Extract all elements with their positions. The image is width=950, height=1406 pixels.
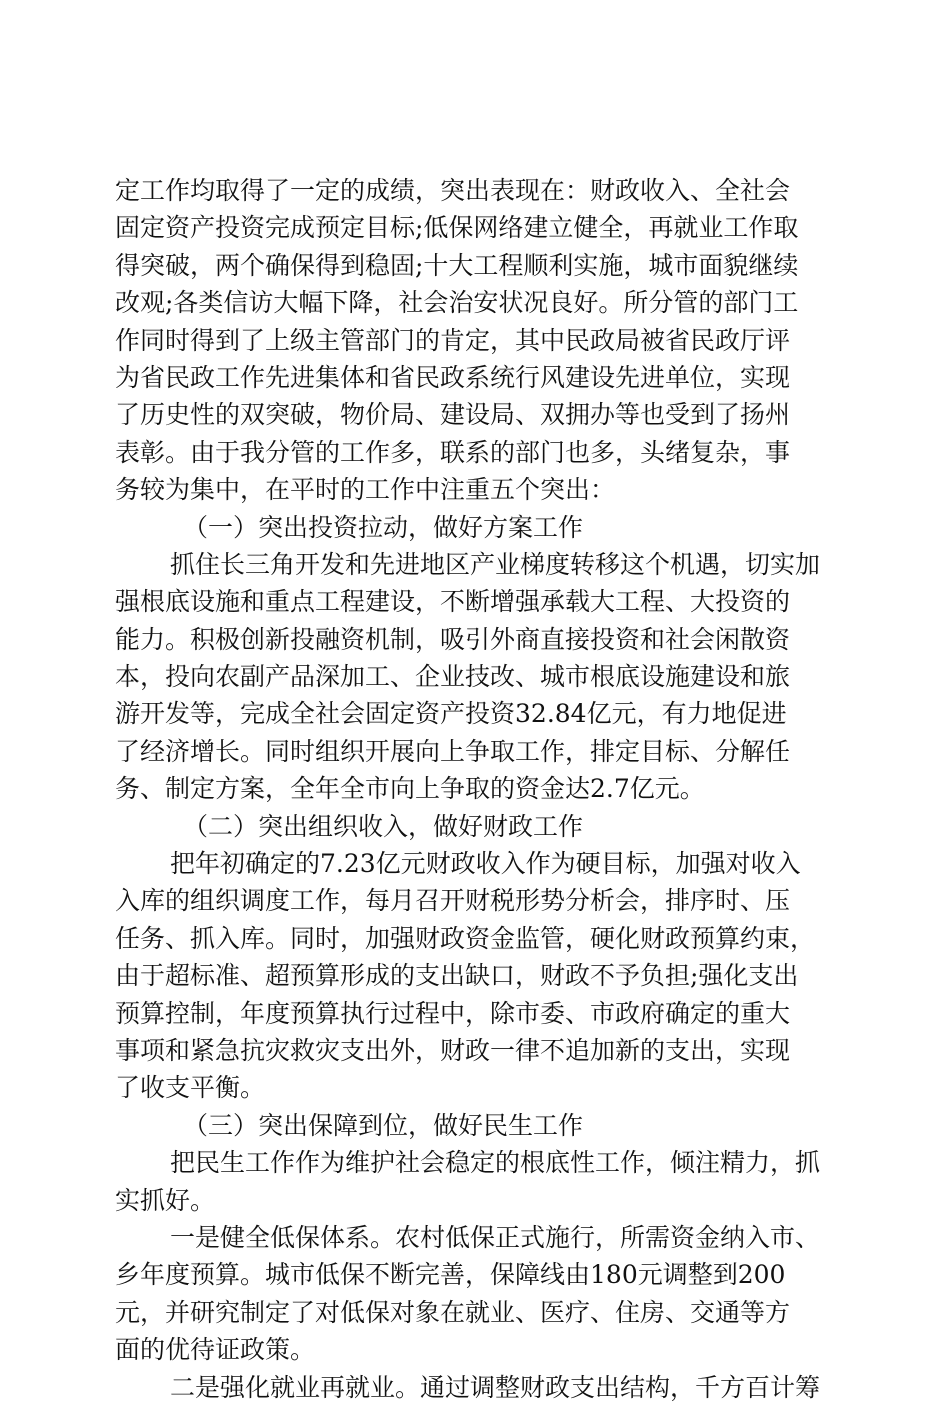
document-body [115, 172, 845, 1406]
text-line: 元，并研究制定了对低保对象在就业、医疗、住房、交通等方 [115, 1297, 791, 1327]
section-heading-line: （三）突出保障到位，做好民生工作 [183, 1110, 584, 1140]
text-line: 定工作均取得了一定的成绩，突出表现在：财政收入、全社会 [115, 176, 791, 205]
text-line: 了收支平衡。 [115, 1073, 266, 1103]
text-line: 任务、抓入库。同时，加强财政资金监管，硬化财政预算约束， [115, 923, 816, 953]
text-line: 游开发等，完成全社会固定资产投资32.84亿元，有力地促进 [115, 699, 787, 729]
text-line: 一是健全低保体系。农村低保正式施行，所需资金纳入市、 [170, 1222, 821, 1252]
text-line: 把民生工作作为维护社会稳定的根底性工作，倾注精力，抓 [170, 1148, 821, 1178]
text-line: 为省民政工作先进集体和省民政系统行风建设先进单位，实现 [115, 362, 791, 392]
text-line: 务较为集中，在平时的工作中注重五个突出： [115, 475, 616, 505]
text-line: 事项和紧急抗灾救灾支出外，财政一律不追加新的支出，实现 [115, 1035, 791, 1065]
text-line: 实抓好。 [115, 1185, 216, 1215]
text-line: 作同时得到了上级主管部门的肯定，其中民政局被省民政厅评 [115, 325, 791, 355]
text-line: 面的优待证政策。 [115, 1335, 316, 1365]
section-heading-line: （二）突出组织收入，做好财政工作 [183, 811, 584, 841]
section-heading-line: （一）突出投资拉动，做好方案工作 [183, 512, 584, 542]
text-line: 务、制定方案，全年全市向上争取的资金达2.7亿元。 [115, 774, 705, 804]
text-line: 强根底设施和重点工程建设，不断增强承载大工程、大投资的 [115, 587, 791, 617]
text-line: 改观;各类信访大幅下降，社会治安状况良好。所分管的部门工 [115, 288, 799, 318]
text-line: 了经济增长。同时组织开展向上争取工作，排定目标、分解任 [115, 736, 791, 766]
text-line: 预算控制，年度预算执行过程中，除市委、市政府确定的重大 [115, 998, 791, 1028]
text-line: 由于超标准、超预算形成的支出缺口，财政不予负担;强化支出 [115, 961, 799, 991]
text-line: 把年初确定的7.23亿元财政收入作为硬目标，加强对收入 [170, 849, 801, 879]
text-line: 本，投向农副产品深加工、企业技改、城市根底设施建设和旅 [115, 662, 791, 692]
text-line: 固定资产投资完成预定目标;低保网络建立健全，再就业工作取 [115, 213, 799, 243]
text-line: 抓住长三角开发和先进地区产业梯度转移这个机遇，切实加 [170, 549, 821, 579]
text-line: 表彰。由于我分管的工作多，联系的部门也多，头绪复杂，事 [115, 437, 791, 467]
text-line: 能力。积极创新投融资机制，吸引外商直接投资和社会闲散资 [115, 624, 791, 654]
text-line: 得突破，两个确保得到稳固;十大工程顺利实施，城市面貌继续 [115, 250, 799, 280]
text-line: 入库的组织调度工作，每月召开财税形势分析会，排序时、压 [115, 886, 791, 916]
text-line: 乡年度预算。城市低保不断完善，保障线由180元调整到200 [115, 1260, 786, 1290]
text-line: 了历史性的双突破，物价局、建设局、双拥办等也受到了扬州 [115, 400, 791, 430]
text-line: 二是强化就业再就业。通过调整财政支出结构，千方百计筹 [170, 1372, 821, 1402]
